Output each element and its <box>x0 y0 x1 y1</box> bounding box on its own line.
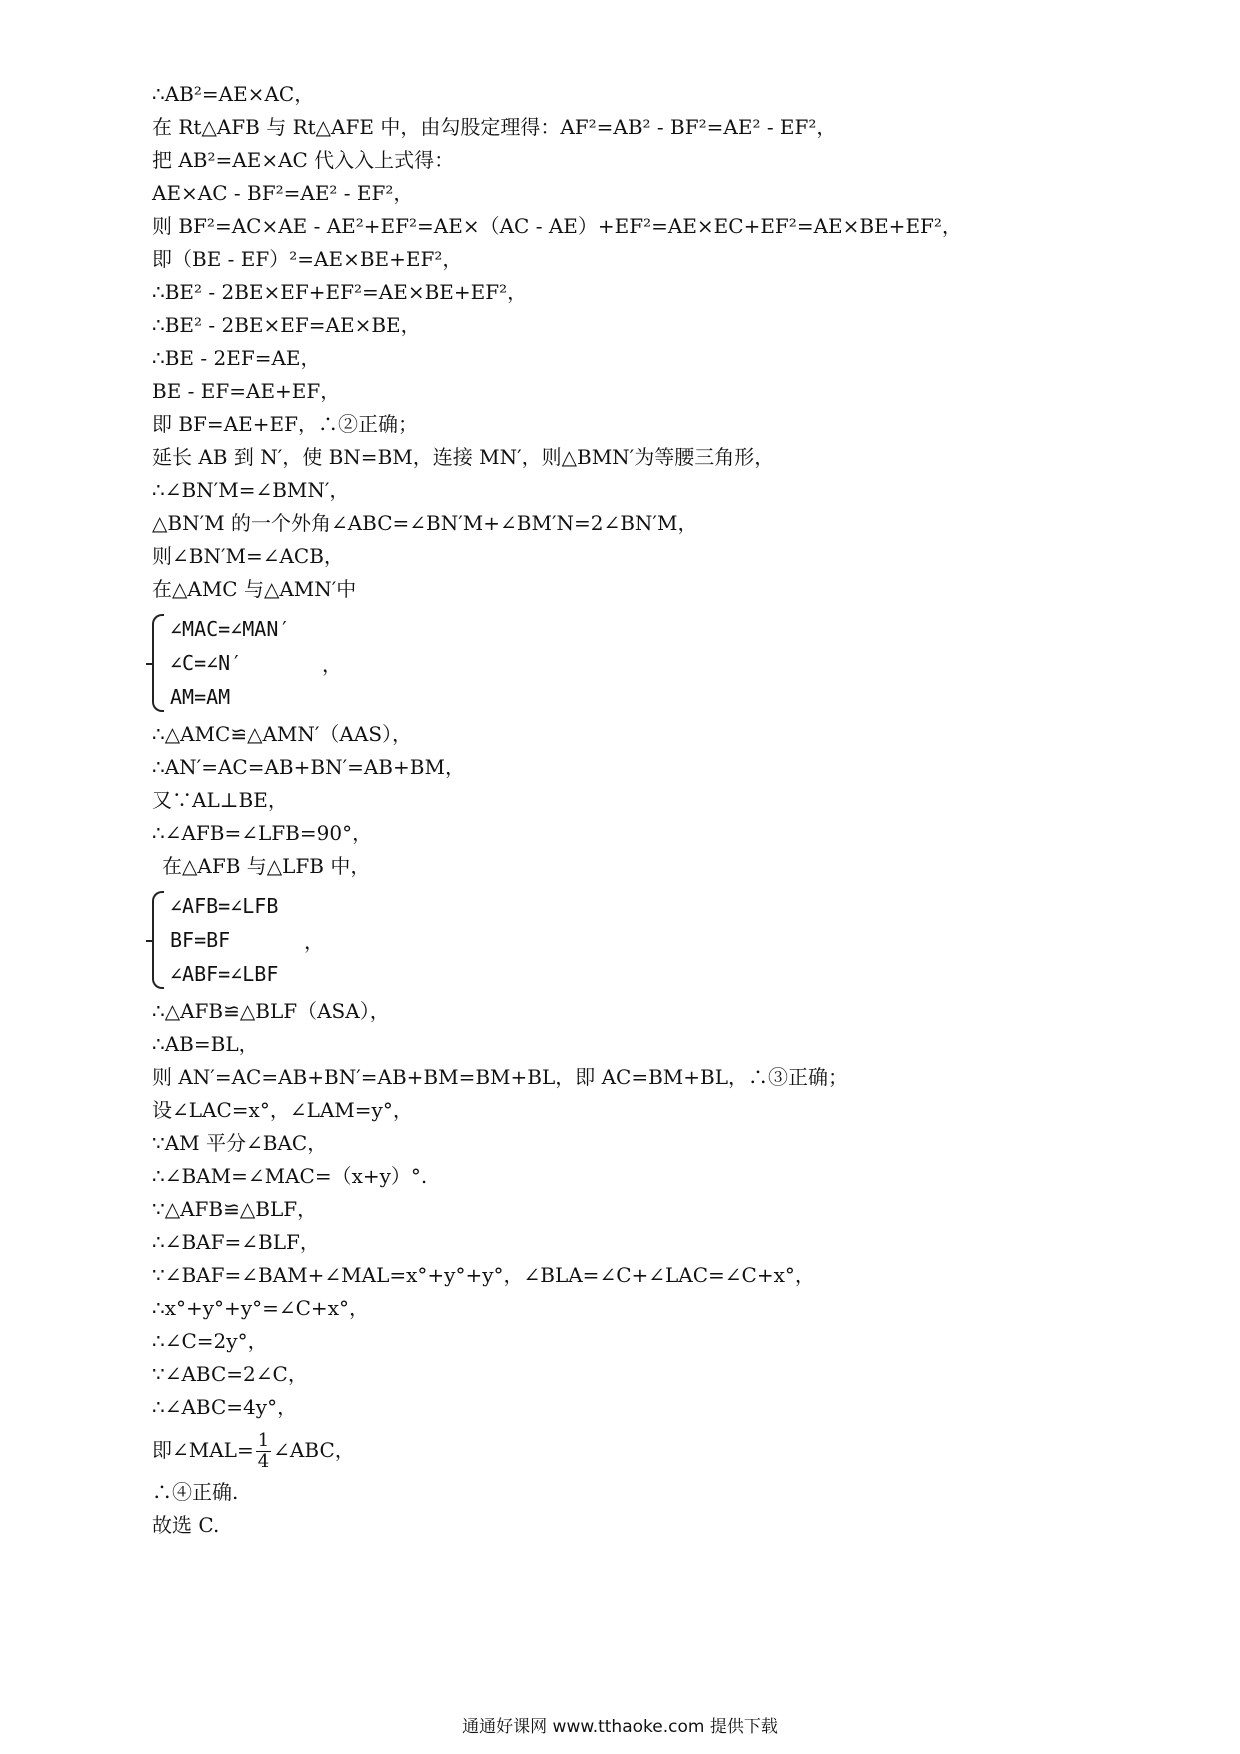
text-line: ∴∠BAF=∠BLF， <box>152 1230 320 1254</box>
text-line: ∴BE² - 2BE×EF+EF²=AE×BE+EF²， <box>152 280 528 304</box>
text-line: ∴∠BN′M=∠BMN′， <box>152 478 350 502</box>
text-line: ∴∠ABC=4y°， <box>152 1395 298 1419</box>
text-line: BE - EF=AE+EF， <box>152 379 341 403</box>
text-line: 在△AFB 与△LFB 中， <box>162 854 371 878</box>
text-line: ∵△AFB≌△BLF， <box>152 1197 318 1221</box>
text-line: 即 BF=AE+EF，∴②正确； <box>152 412 418 436</box>
fraction <box>256 1431 271 1472</box>
text-line: 设∠LAC=x°，∠LAM=y°， <box>152 1098 413 1122</box>
text-line: ∴BE - 2EF=AE， <box>152 346 321 370</box>
text-line: ∴∠C=2y°， <box>152 1329 268 1353</box>
text-line: ∴AN′=AC=AB+BN′=AB+BM， <box>152 755 465 779</box>
fraction-denominator: 4 <box>257 1451 270 1472</box>
system-tail: ， <box>322 652 342 677</box>
brace-bracket <box>152 614 164 712</box>
system-row: ∠C=∠N′ <box>170 651 243 675</box>
text-line: 即（BE - EF）²=AE×BE+EF²， <box>152 247 463 271</box>
equation-system-2 <box>152 889 1102 991</box>
text-block-b <box>152 718 1102 883</box>
text-line: 则 AN′=AC=AB+BN′=AB+BM=BM+BL，即 AC=BM+BL，∴③正确； <box>152 1065 849 1089</box>
fraction-numerator: 1 <box>257 1430 270 1451</box>
system-tail: ， <box>304 929 324 954</box>
system-row: ∠ABF=∠LBF <box>170 962 279 986</box>
text-line: △BN′M 的一个外角∠ABC=∠BN′M+∠BM′N=2∠BN′M， <box>152 511 698 535</box>
text-line: ∵∠BAF=∠BAM+∠MAL=x°+y°+y°，∠BLA=∠C+∠LAC=∠C+x°， <box>152 1263 815 1287</box>
text-line: 在△AMC 与△AMN′中 <box>152 577 357 601</box>
text-line: ∵AM 平分∠BAC， <box>152 1131 328 1155</box>
fraction-after: ∠ABC， <box>273 1438 355 1462</box>
fraction-before: 即∠MAL= <box>152 1438 254 1462</box>
solution-text <box>152 78 1102 1542</box>
text-line: ∴AB²=AE×AC， <box>152 82 315 106</box>
text-block-a <box>152 78 1102 606</box>
text-line: AE×AC - BF²=AE² - EF²， <box>152 181 414 205</box>
text-line: 则 BF²=AC×AE - AE²+EF²=AE×（AC - AE）+EF²=AE×EC+EF²=AE×BE+EF²， <box>152 214 962 238</box>
text-line: ∴④正确. <box>152 1480 239 1504</box>
system-row: AM=AM <box>170 685 231 709</box>
system-row: ∠AFB=∠LFB <box>170 894 279 918</box>
text-block-d <box>152 1476 1102 1542</box>
text-line: 延长 AB 到 N′，使 BN=BM，连接 MN′，则△BMN′为等腰三角形， <box>152 445 775 469</box>
text-line: 又∵AL⊥BE， <box>152 788 288 812</box>
footer-watermark: 通通好课网 www.tthaoke.com 提供下载 <box>462 1717 778 1737</box>
system-row: BF=BF <box>170 928 231 952</box>
text-line: 故选 C. <box>152 1513 220 1537</box>
text-line: 在 Rt△AFB 与 Rt△AFE 中，由勾股定理得：AF²=AB² - BF²=AE² - EF²， <box>152 115 837 139</box>
text-block-c <box>152 995 1102 1424</box>
system-row: ∠MAC=∠MAN′ <box>170 617 291 641</box>
text-line: ∵∠ABC=2∠C， <box>152 1362 308 1386</box>
text-line: ∴AB=BL， <box>152 1032 259 1056</box>
equation-system-1 <box>152 612 1102 714</box>
text-line: 把 AB²=AE×AC 代入入上式得： <box>152 148 455 172</box>
fraction-line <box>152 1424 1102 1476</box>
text-line: ∴∠BAM=∠MAC=（x+y）°. <box>152 1164 428 1188</box>
text-line: ∴BE² - 2BE×EF=AE×BE， <box>152 313 421 337</box>
text-line: ∴△AMC≌△AMN′（AAS）， <box>152 722 413 746</box>
text-line: ∴x°+y°+y°=∠C+x°， <box>152 1296 369 1320</box>
text-line: ∴△AFB≌△BLF（ASA）， <box>152 999 390 1023</box>
text-line: ∴∠AFB=∠LFB=90°， <box>152 821 373 845</box>
brace-bracket <box>152 891 164 989</box>
text-line: 则∠BN′M=∠ACB， <box>152 544 344 568</box>
